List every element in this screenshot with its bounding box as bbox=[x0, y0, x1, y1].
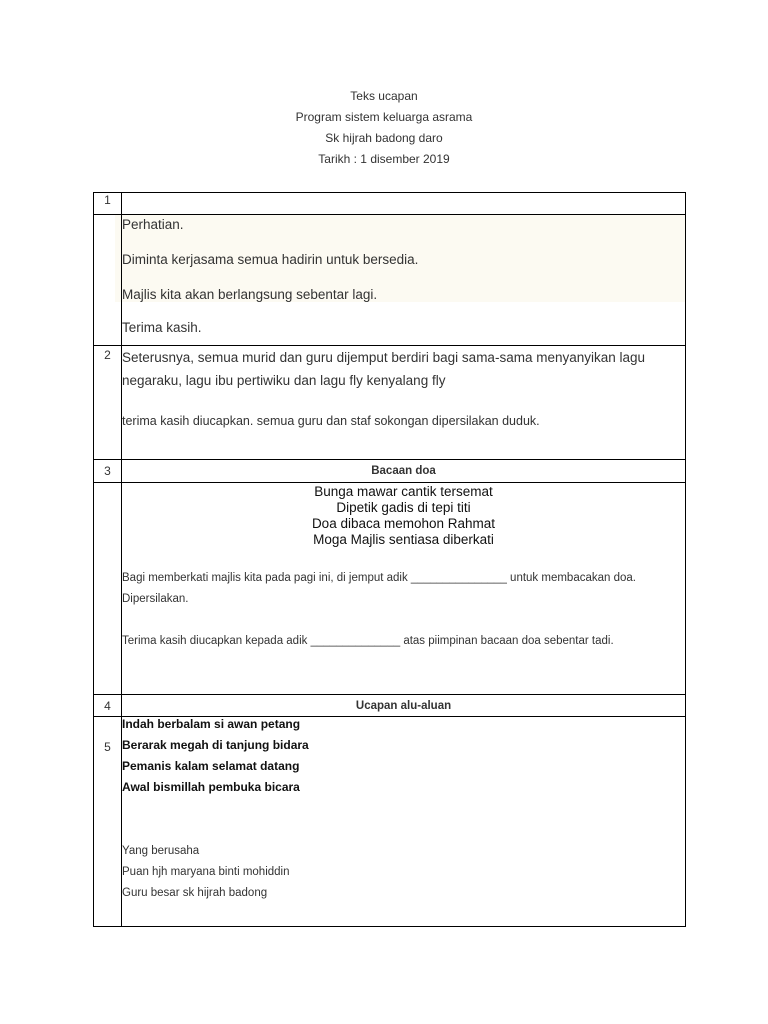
signature-line: Yang berusaha bbox=[122, 845, 200, 857]
prayer-thanks: Terima kasih diucapkan kepada adik ______________ atas piimpinan bacaan doa sebentar tadi. bbox=[122, 635, 614, 647]
row-number: 3 bbox=[94, 460, 122, 483]
announcement-line: Perhatian. bbox=[122, 217, 184, 232]
prayer-cell bbox=[122, 483, 686, 695]
closing-signature bbox=[122, 841, 685, 904]
table-row bbox=[94, 483, 686, 695]
document-title: Teks ucapan bbox=[350, 89, 418, 103]
signature-line: Puan hjh maryana binti mohiddin bbox=[122, 866, 290, 878]
section-heading: Ucapan alu-aluan bbox=[122, 695, 686, 717]
document-header bbox=[0, 86, 768, 170]
announcement-line: Diminta kerjasama semua hadirin untuk bersedia. bbox=[122, 252, 419, 267]
speech-table bbox=[93, 192, 686, 927]
school-name: Sk hijrah badong daro bbox=[325, 131, 443, 145]
table-row bbox=[94, 717, 686, 927]
welcome-cell bbox=[122, 717, 686, 927]
row-number: 4 bbox=[94, 695, 122, 717]
announcement-cell bbox=[122, 215, 686, 346]
pantun-line: Bunga mawar cantik tersemat bbox=[314, 484, 493, 499]
pantun-line: Pemanis kalam selamat datang bbox=[122, 759, 300, 773]
pantun-line: Awal bismillah pembuka bicara bbox=[122, 780, 300, 794]
row-number: 5 bbox=[94, 717, 122, 927]
row-number: 1 bbox=[94, 193, 122, 215]
section-heading: Bacaan doa bbox=[122, 460, 686, 483]
announcement-line: Majlis kita akan berlangsung sebentar lagi. bbox=[122, 287, 378, 302]
anthem-thanks: terima kasih diucapkan. semua guru dan staf sokongan dipersilakan duduk. bbox=[122, 414, 540, 428]
row-number: 2 bbox=[94, 346, 122, 460]
table-row bbox=[94, 193, 686, 215]
table-row bbox=[94, 460, 686, 483]
anthem-cell bbox=[122, 346, 686, 460]
document-date: Tarikh : 1 disember 2019 bbox=[318, 152, 450, 166]
announcement-line: Terima kasih. bbox=[122, 320, 202, 335]
pantun-line: Moga Majlis sentiasa diberkati bbox=[313, 532, 494, 547]
pantun-line: Indah berbalam si awan petang bbox=[122, 717, 301, 731]
prayer-invitation: Bagi memberkati majlis kita pada pagi ini, di jemput adik _______________ untuk membacakan doa. Dipersilakan. bbox=[122, 572, 636, 605]
pantun-line: Berarak megah di tanjung bidara bbox=[122, 738, 309, 752]
signature-line: Guru besar sk hijrah badong bbox=[122, 887, 268, 899]
prayer-pantun bbox=[122, 483, 685, 548]
pantun-line: Dipetik gadis di tepi titi bbox=[336, 500, 471, 515]
table-row bbox=[94, 346, 686, 460]
program-name: Program sistem keluarga asrama bbox=[295, 110, 473, 124]
welcome-pantun bbox=[122, 714, 685, 798]
pantun-line: Doa dibaca memohon Rahmat bbox=[311, 516, 496, 531]
table-row bbox=[94, 215, 686, 346]
anthem-line: negaraku, lagu ibu pertiwiku dan lagu fly kenyalang fly bbox=[122, 373, 446, 388]
anthem-line: Seterusnya, semua murid dan guru dijemput berdiri bagi sama-sama menyanyikan lagu bbox=[122, 350, 646, 365]
